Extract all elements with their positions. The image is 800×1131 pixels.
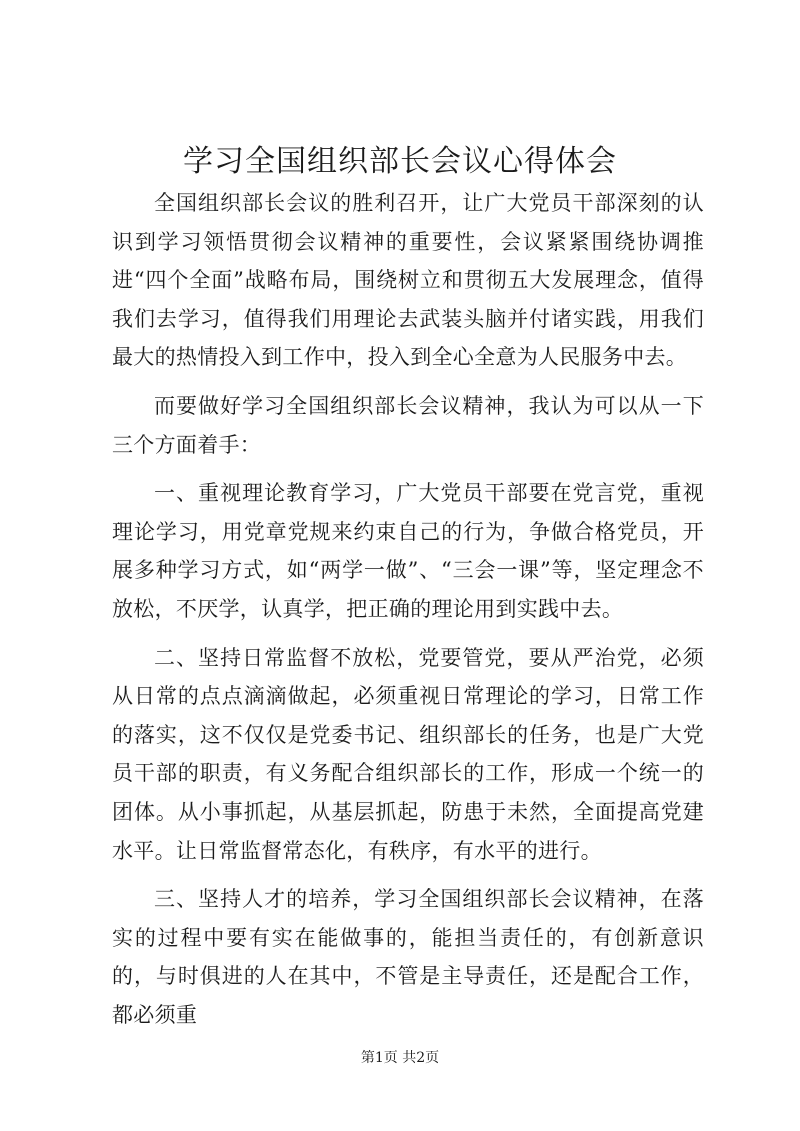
page-number-footer: 第1页 共2页 (360, 1050, 440, 1066)
paragraph-point-1: 一、重视理论教育学习，广大党员干部要在党言党，重视理论学习，用党章党规来约束自己的行为，争做合格党员，开展多种学习方式，如“两学一做”、“三会一课”等，坚定理念不放松，不厌学，认真学，把正确的理论用到实践中去。 (112, 481, 704, 621)
paragraph-point-2: 二、坚持日常监督不放松，党要管党，要从严治党，必须从日常的点点滴滴做起，必须重视日常理论的学习，日常工作的落实，这不仅仅是党委书记、组织部长的任务，也是广大党员干部的职责，有义务配合组织部长的工作，形成一个统一的团体。从小事抓起，从基层抓起，防患于未然，全面提高党建水平。让日常监督常态化，有秩序，有水平的进行。 (112, 645, 704, 863)
document-body (112, 184, 704, 1044)
document-title: 学习全国组织部长会议心得体会 (183, 144, 617, 179)
paragraph-point-3: 三、坚持人才的培养，学习全国组织部长会议精神，在落实的过程中要有实在能做事的，能担当责任的，有创新意识的，与时俱进的人在其中，不管是主导责任，还是配合工作，都必须重 (112, 887, 704, 1027)
paragraph-approach: 而要做好学习全国组织部长会议精神，我认为可以从一下三个方面着手： (112, 393, 704, 457)
paragraph-intro: 全国组织部长会议的胜利召开，让广大党员干部深刻的认识到学习领悟贯彻会议精神的重要性，会议紧紧围绕协调推进“四个全面”战略布局，围绕树立和贯彻五大发展理念，值得我们去学习，值得我们用理论去武装头脑并付诸实践，用我们最大的热情投入到工作中，投入到全心全意为人民服务中去。 (112, 191, 704, 370)
